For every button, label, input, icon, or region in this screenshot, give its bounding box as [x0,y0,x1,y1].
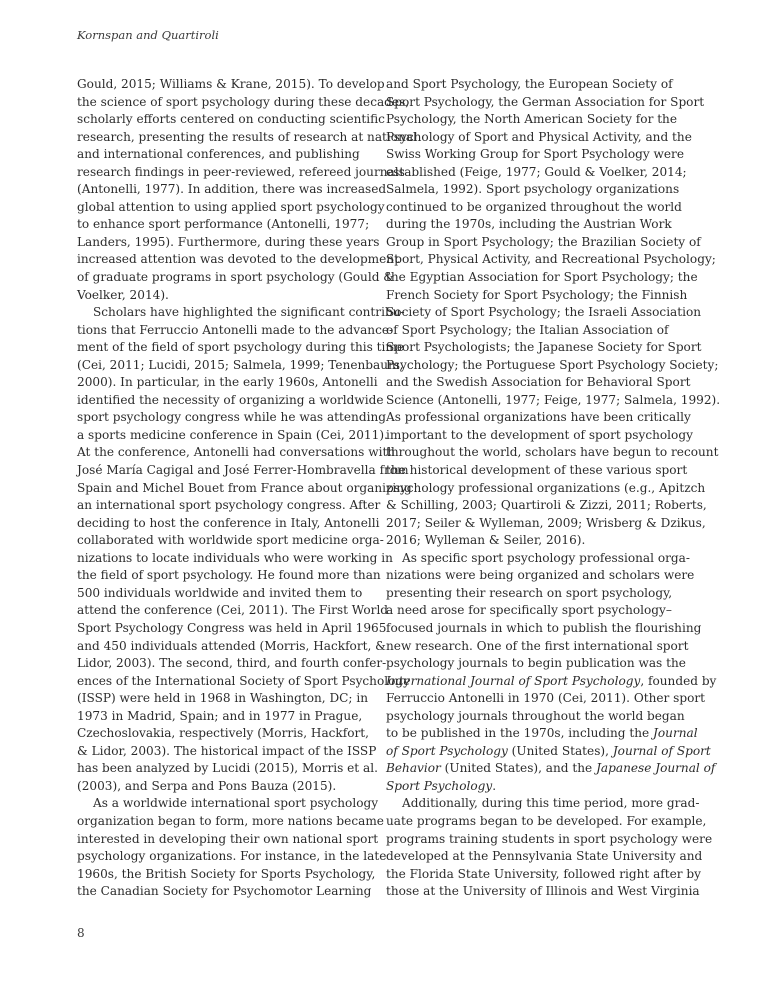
text-line: uate programs began to be developed. For example, [386,813,707,828]
text-line: Psychology, the North American Society for the [386,112,677,127]
text-line: deciding to host the conference in Italy, Antonelli [77,515,380,530]
text-line: (2003), and Serpa and Pons Bauza (2015). [77,778,337,793]
text-line: of graduate programs in sport psychology (Gould & [77,270,395,285]
paragraph [386,76,721,550]
page-number: 8 [77,926,85,940]
text-line: those at the University of Illinois and West Virginia [386,884,700,899]
text-line: 500 individuals worldwide and invited them to [77,585,363,600]
text-line: and the Swedish Association for Behavioral Sport [386,375,691,390]
text-line: nizations to locate individuals who were working in [77,550,393,565]
text-line: important to the development of sport psychology [386,427,693,442]
text-line: new research. One of the first international sport [386,638,689,653]
paragraph [386,795,713,900]
text-line: attend the conference (Cei, 2011). The First World [77,603,389,618]
journal-title: International Journal of Sport Psychology [386,673,641,688]
text-line: developed at the Pennsylvania State University and [386,849,703,864]
text-line: Scholars have highlighted the significant contribu- [93,305,405,320]
text-line: Spain and Michel Bouet from France about organizing [77,480,412,495]
text-line: the Florida State University, followed right after by [386,866,701,881]
text-line: and Sport Psychology, the European Society of [386,77,673,91]
text-line: Psychology; the Portuguese Sport Psychology Society; [386,357,719,372]
text-line: Psychology of Sport and Physical Activity, and the [386,129,692,144]
paragraph [386,550,717,796]
paragraph [77,795,387,900]
text-line: a sports medicine conference in Spain (Cei, 2011). [77,427,388,442]
text-line: 2000). In particular, in the early 1960s, Antonelli [77,375,378,390]
text-line: Voelker, 2014). [77,287,169,302]
text-line: throughout the world, scholars have begun to recount [386,445,719,460]
text-line: and 450 individuals attended (Morris, Hackfort, & [77,638,386,653]
text-line: psychology professional organizations (e.g., Apitzch [386,480,706,495]
text-line: the field of sport psychology. He found more than [77,568,381,583]
text-line: (ISSP) were held in 1968 in Washington, DC; in [77,691,368,706]
text-fragment: , founded by [640,673,717,688]
text-line: global attention to using applied sport psychology [77,199,385,214]
text-line: the Canadian Society for Psychomotor Learning [77,884,372,899]
text-line: Salmela, 1992). Sport psychology organizations [386,182,680,197]
text-line: collaborated with worldwide sport medicine orga- [77,533,384,548]
text-line: Lidor, 2003). The second, third, and fourth confer- [77,656,387,671]
text-line: interested in developing their own national sport [77,831,379,846]
text-line: Landers, 1995). Furthermore, during these years [77,234,380,249]
text-line: the science of sport psychology during these decades, [77,94,410,109]
text-line: As professional organizations have been critically [386,410,691,425]
text-line: increased attention was devoted to the development [77,252,399,267]
journal-title: Journal of Sport [612,743,711,758]
text-line: Sport Psychology, the German Association for Sport [386,94,705,109]
text-line: nizations were being organized and scholars were [386,568,695,583]
text-line: Gould, 2015; Williams & Krane, 2015). To develop [77,77,385,91]
text-line: Czechoslovakia, respectively (Morris, Hackfort, [77,726,370,741]
text-line: As a worldwide international sport psychology [93,796,379,811]
text-line: a need arose for specifically sport psychology– [386,603,672,618]
text-fragment: (United States), and the [440,761,597,776]
text-line: Sport Psychologists; the Japanese Society for Sport [386,340,702,355]
text-line [386,760,716,778]
journal-title: Behavior [386,761,441,776]
text-line: ences of the International Society of Sport Psychology [77,673,410,688]
text-line: during the 1970s, including the Austrian Work [386,217,672,232]
text-line [386,673,717,691]
text-line: psychology journals throughout the world began [386,708,685,723]
text-line: the Egyptian Association for Sport Psychology; the [386,270,698,285]
text-line: 1960s, the British Society for Sports Psychology, [77,866,376,881]
text-line: identified the necessity of organizing a worldwide [77,392,384,407]
text-line [386,743,711,761]
text-fragment: (United States), [507,743,613,758]
text-line: French Society for Sport Psychology; the Finnish [386,287,688,302]
journal-title: Japanese Journal of [596,761,716,776]
text-line: & Schilling, 2003; Quartiroli & Zizzi, 2011; Roberts, [386,498,707,513]
text-line: continued to be organized throughout the world [386,199,682,214]
text-line: psychology organizations. For instance, in the late [77,849,387,864]
text-line: psychology journals to begin publication was the [386,656,686,671]
text-line: scholarly efforts centered on conducting scientific [77,112,385,127]
text-line: At the conference, Antonelli had conversations with [77,445,396,460]
text-line [386,778,682,796]
text-line: Ferruccio Antonelli in 1970 (Cei, 2011). Other sport [386,691,706,706]
text-line: the historical development of these various sport [386,463,688,478]
text-line: & Lidor, 2003). The historical impact of the ISSP [77,743,377,758]
text-line: Science (Antonelli, 1977; Feige, 1977; Salmela, 1992). [386,392,721,407]
text-line: Swiss Working Group for Sport Psychology were [386,147,684,162]
text-line [386,725,698,743]
text-line: José María Cagigal and José Ferrer-Hombravella from [77,463,409,478]
text-line: has been analyzed by Lucidi (2015), Morris et al. [77,761,378,776]
text-line: focused journals in which to publish the flourishing [386,620,702,635]
running-head: Kornspan and Quartiroli [77,28,219,42]
text-line: (Cei, 2011; Lucidi, 2015; Salmela, 1999; Tenenbaum, [77,357,404,372]
text-line: research, presenting the results of research at national [77,129,417,144]
text-line: Society of Sport Psychology; the Israeli Association [386,305,702,320]
journal-title: Sport Psychology [386,778,493,793]
paragraph [77,76,417,304]
text-line: tions that Ferruccio Antonelli made to the advance- [77,322,394,337]
text-line: programs training students in sport psychology were [386,831,713,846]
text-line: 2017; Seiler & Wylleman, 2009; Wrisberg & Dzikus, [386,515,706,530]
text-line: organization began to form, more nations became [77,813,384,828]
text-line: Sport, Physical Activity, and Recreational Psychology; [386,252,716,267]
journal-title: Journal [653,726,698,741]
text-line: Sport Psychology Congress was held in April 1965 [77,620,387,635]
text-line: presenting their research on sport psychology, [386,585,673,600]
text-line: established (Feige, 1977; Gould & Voelker, 2014; [386,164,687,179]
text-line: an international sport psychology congress. After [77,498,381,513]
text-line: ment of the field of sport psychology during this time [77,340,405,355]
text-line: of Sport Psychology; the Italian Association of [386,322,669,337]
text-line: sport psychology congress while he was attending [77,410,386,425]
text-line: 2016; Wylleman & Seiler, 2016). [386,533,586,548]
text-fragment: . [492,778,497,793]
text-line: 1973 in Madrid, Spain; and in 1977 in Prague, [77,708,363,723]
text-fragment: to be published in the 1970s, including the [386,726,654,741]
text-line: Group in Sport Psychology; the Brazilian Society of [386,234,701,249]
text-line: to enhance sport performance (Antonelli, 1977; [77,217,370,232]
text-line: research findings in peer-reviewed, refereed journals [77,164,405,179]
text-line: and international conferences, and publishing [77,147,360,162]
journal-title: of Sport Psychology [386,743,508,758]
paragraph [77,304,412,795]
text-line: Additionally, during this time period, more grad- [402,796,700,811]
text-line: As specific sport psychology professional orga- [402,550,690,565]
right-column [386,76,721,901]
text-line: (Antonelli, 1977). In addition, there was increased [77,182,387,197]
